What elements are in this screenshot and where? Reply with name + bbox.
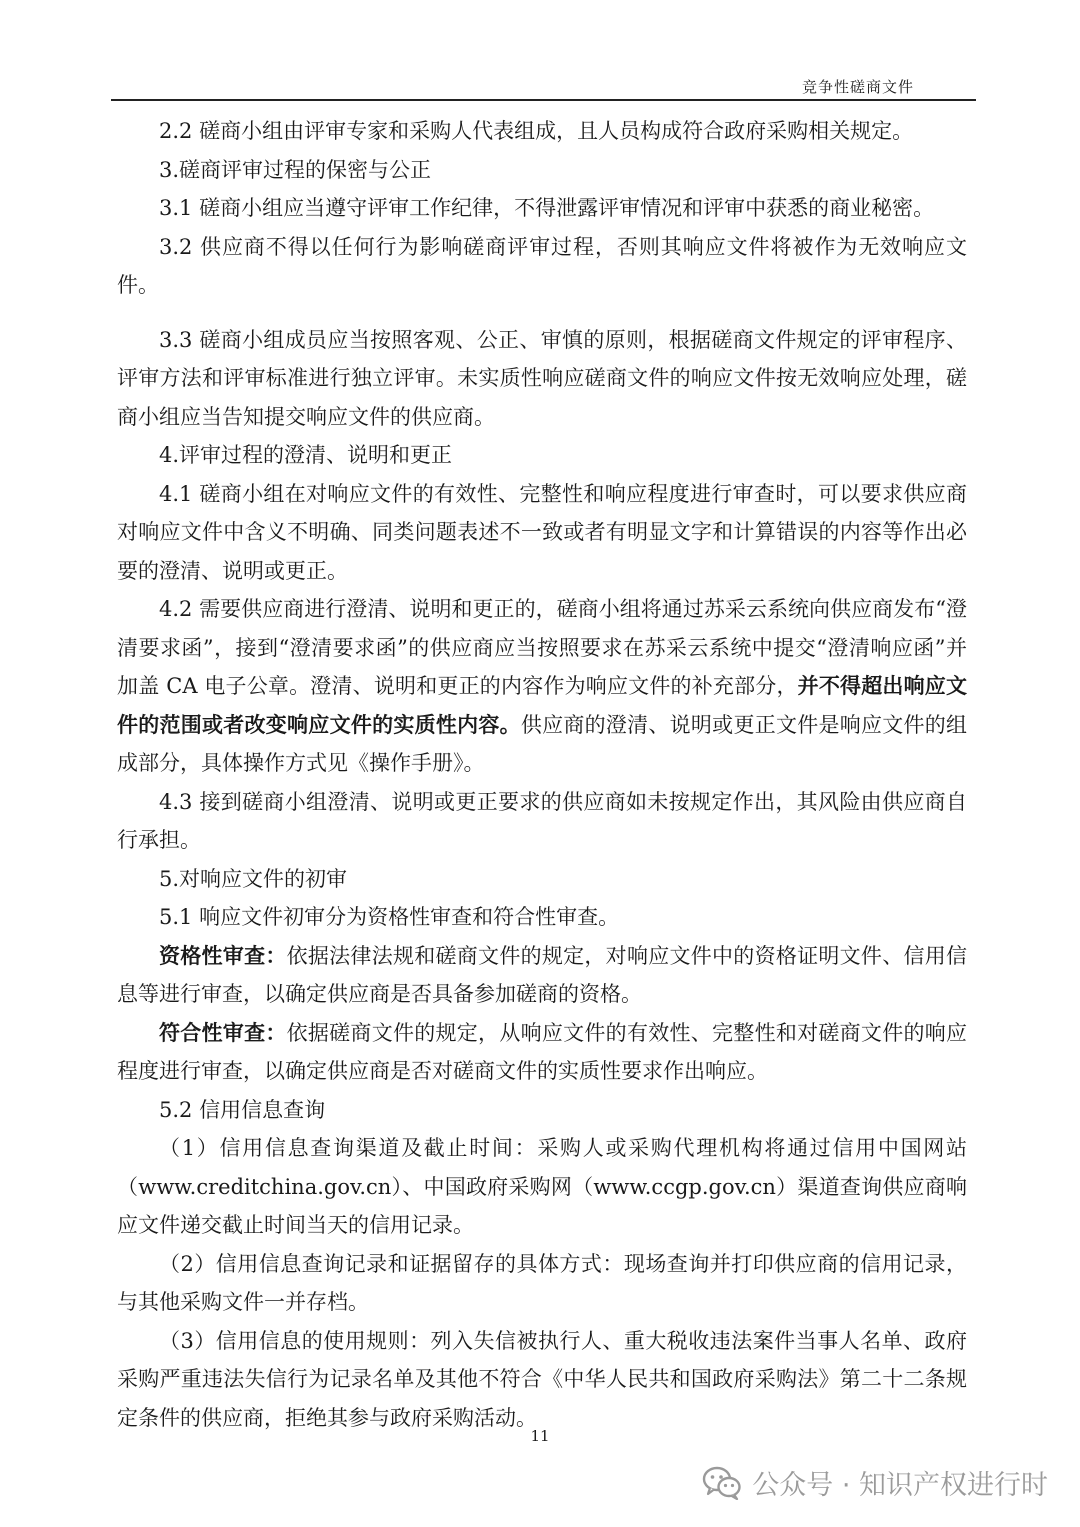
clause-5-1: 5.1 响应文件初审分为资格性审查和符合性审查。 (159, 905, 620, 929)
qualification-review (117, 937, 967, 1014)
credit-item-2: （2）信用信息查询记录和证据留存的具体方式：现场查询并打印供应商的信用记录，与其他采购文件一并存档。 (117, 1251, 967, 1314)
clause-4-1: 4.1 磋商小组在对响应文件的有效性、完整性和响应程度进行审查时，可以要求供应商对响应文件中含义不明确、同类问题表述不一致或者有明显文字和计算错误的内容等作出必要的澄清、说明或更正。 (117, 481, 967, 583)
section-4-heading: 4.评审过程的澄清、说明和更正 (159, 443, 453, 467)
clause-4-2-bold: 并不得超出响应文件的范围或者改变响应文件的实质性内容。 (117, 673, 968, 737)
wechat-icon (702, 1466, 742, 1500)
conformity-review-text: 依据磋商文件的规定，从响应文件的有效性、完整性和对磋商文件的响应程度进行审查，以确定供应商是否对磋商文件的实质性要求作出响应。 (117, 1020, 968, 1083)
clause-5-2: 5.2 信用信息查询 (159, 1097, 326, 1122)
clause-3-3: 3.3 磋商小组成员应当按照客观、公正、审慎的原则，根据磋商文件规定的评审程序、评审方法和评审标准进行独立评审。未实质性响应磋商文件的响应文件按无效响应处理，磋商小组应当告知提交响应文件的供应商。 (117, 327, 967, 429)
header-divider (111, 99, 976, 101)
section-5-heading: 5.对响应文件的初审 (159, 866, 348, 891)
section-3-heading: 3.磋商评审过程的保密与公正 (159, 157, 432, 182)
watermark (702, 1463, 1048, 1502)
watermark-text: 公众号 · 知识产权进行时 (752, 1470, 1048, 1501)
clause-4-2-part2: 供应商的澄清、说明或更正文件是响应文件的组成部分，具体操作方式见《操作手册》。 (117, 712, 968, 775)
clause-3-2: 3.2 供应商不得以任何行为影响磋商评审过程，否则其响应文件将被作为无效响应文件。 (117, 234, 967, 297)
clause-4-2 (117, 590, 967, 783)
document-body (117, 112, 967, 1437)
clause-2-2: 2.2 磋商小组由评审专家和采购人代表组成，且人员构成符合政府采购相关规定。 (159, 119, 914, 143)
document-header-title: 竞争性磋商文件 (801, 78, 914, 96)
qualification-review-label: 资格性审查： (159, 942, 287, 968)
credit-item-3: （3）信用信息的使用规则：列入失信被执行人、重大税收违法案件当事人名单、政府采购严重违法失信行为记录名单及其他不符合《中华人民共和国政府采购法》第二十二条规定条件的供应商，拒绝其参与政府采购活动。 (117, 1328, 967, 1430)
conformity-review (117, 1014, 967, 1091)
clause-4-2-part1: 4.2 需要供应商进行澄清、说明和更正的，磋商小组将通过苏采云系统向供应商发布“澄清要求函”，接到“澄清要求函”的供应商应当按照要求在苏采云系统中提交“澄清响应函”并加盖 CA 电子公章。澄清、说明和更正的内容作为响应文件的补充部分， (117, 597, 967, 698)
conformity-review-label: 符合性审查： (159, 1019, 287, 1045)
qualification-review-text: 依据法律法规和磋商文件的规定，对响应文件中的资格证明文件、信用信息等进行审查，以确定供应商是否具备参加磋商的资格。 (117, 943, 968, 1006)
page-number: 11 (530, 1427, 550, 1445)
clause-3-1: 3.1 磋商小组应当遵守评审工作纪律，不得泄露评审情况和评审中获悉的商业秘密。 (159, 196, 935, 220)
clause-4-3: 4.3 接到磋商小组澄清、说明或更正要求的供应商如未按规定作出，其风险由供应商自行承担。 (117, 789, 967, 852)
credit-item-1: （1）信用信息查询渠道及截止时间：采购人或采购代理机构将通过信用中国网站（www.creditchina.gov.cn）、中国政府采购网（www.ccgp.gov.cn）渠道查询供应商响应文件递交截止时间当天的信用记录。 (117, 1136, 967, 1237)
